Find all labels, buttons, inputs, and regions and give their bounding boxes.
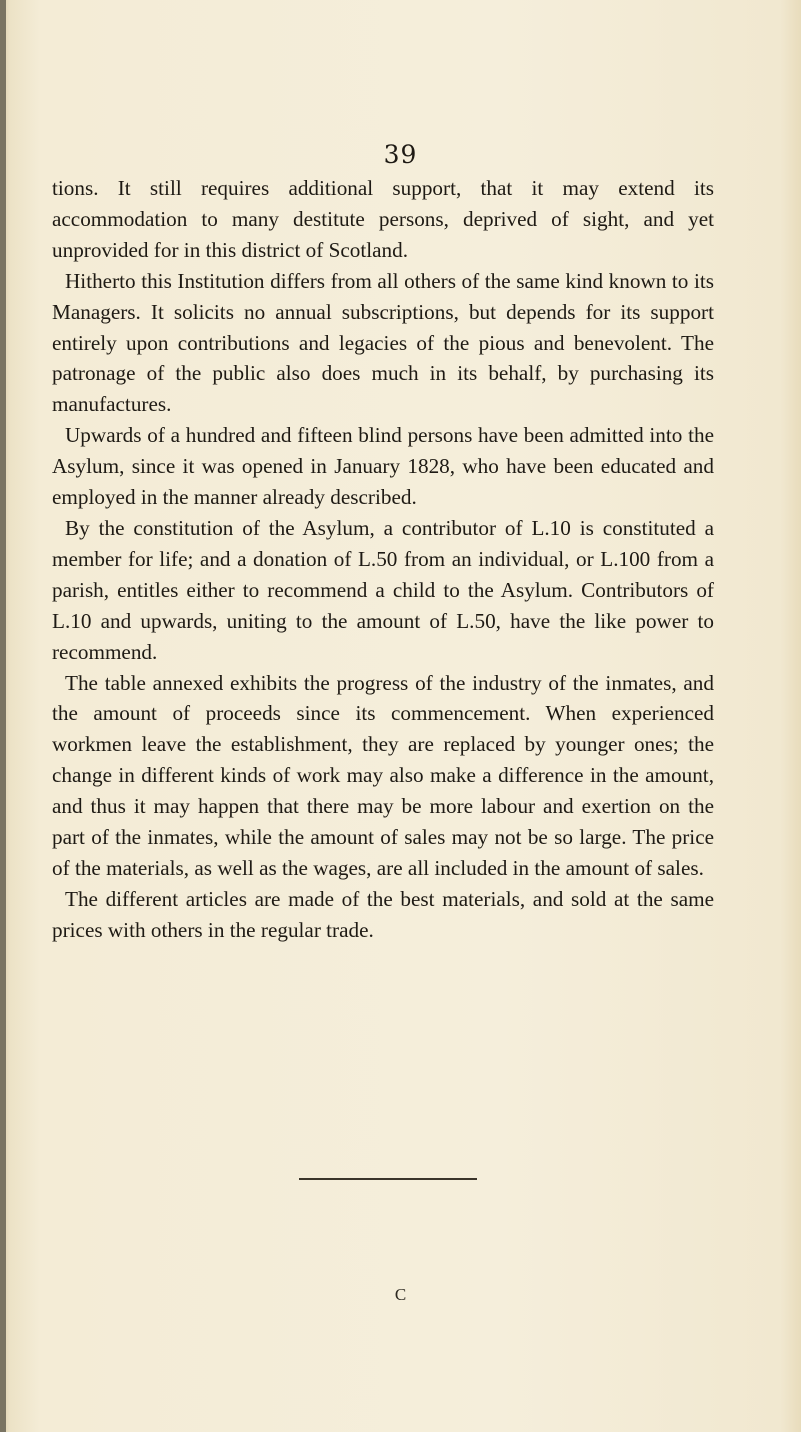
paragraph-articles: The different articles are made of the best materials, and sold at the same prices with others in the regular trade. — [52, 886, 714, 942]
paragraph-continuation: tions. It still requires additional support, that it may extend its accommodation to many destitute persons, deprived of sight, and yet unprovided for in this district of Scotland. — [52, 176, 714, 262]
paragraph-admissions: Upwards of a hundred and fifteen blind persons have been admitted into the Asylum, since it was opened in January 1828, who have been educated and employed in the manner already described. — [52, 423, 714, 510]
binding-edge — [0, 0, 6, 1432]
page-number: 39 — [383, 140, 418, 169]
signature-mark: C — [394, 1285, 407, 1304]
paragraph-institution: Hitherto this Institution differs from all others of the same kind known to its Managers. It solicits no annual subscriptions, but depends for its support entirely upon contributions and legacies of the pious and benevolent. The patronage of the public also does much in its behalf, by purchasing its manufactures. — [52, 268, 714, 417]
paragraph-industry-table: The table annexed exhibits the progress of the industry of the inmates, and the amount of proceeds since its commencement. When experienced workmen leave the establishment, they are replaced by younger ones; the change in different kinds of work may also make a difference in the amount, and thus it may happen that there may be more labour and exertion on the part of the inmates, while the amount of sales may not be so large. The price of the materials, as well as the wages, are all included in the amount of sales. — [52, 670, 714, 880]
body-text — [52, 173, 714, 946]
paragraph-constitution: By the constitution of the Asylum, a contributor of L.10 is constituted a member for life; and a donation of L.50 from an individual, or L.100 from a parish, entitles either to recommend a child to the Asylum. Contributors of L.10 and upwards, uniting to the amount of L.50, have the like power to recommend. — [52, 515, 714, 664]
section-rule — [299, 1178, 477, 1180]
